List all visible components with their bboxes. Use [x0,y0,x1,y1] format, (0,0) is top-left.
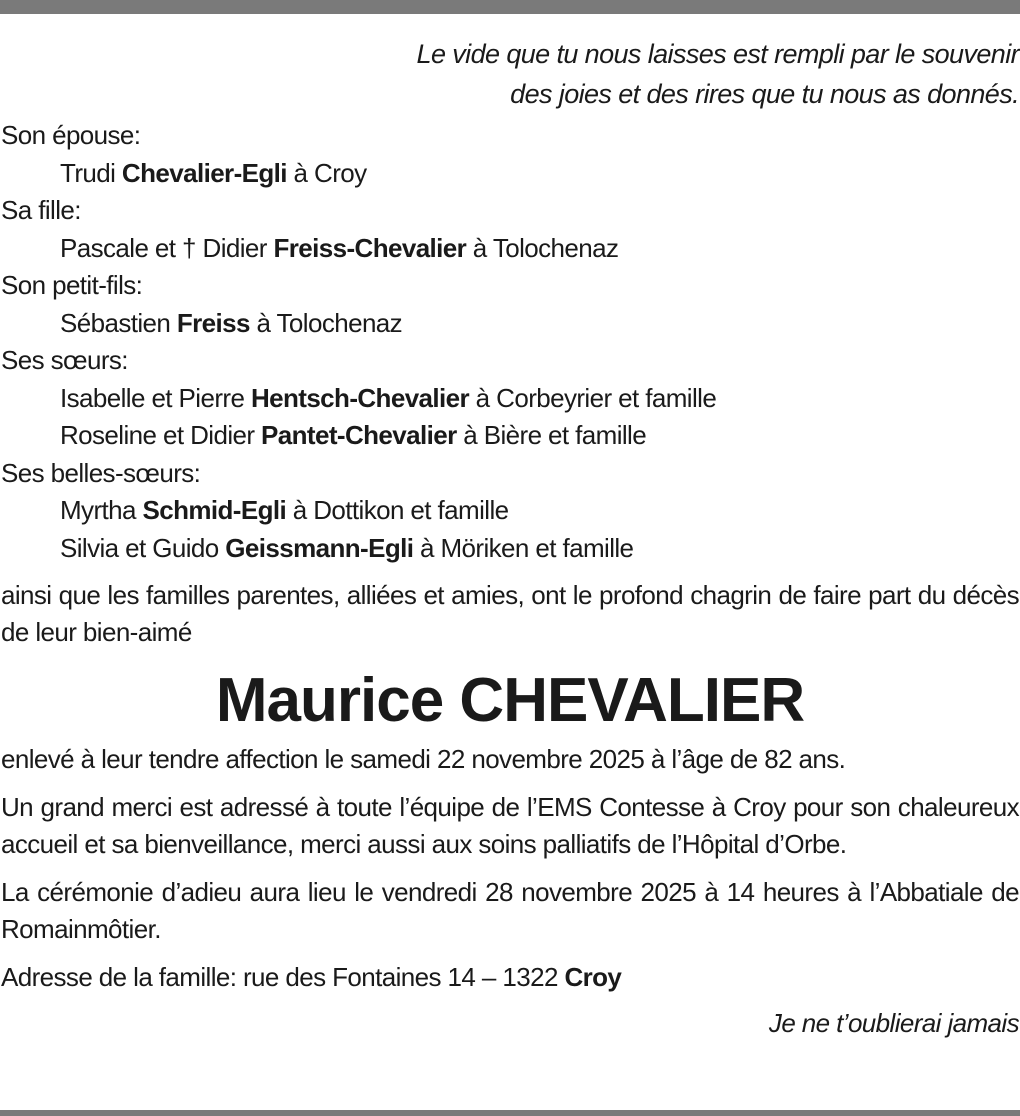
role-daughter: Sa fille: [1,195,81,225]
epigraph-line-1: Le vide que tu nous laisses est rempli par le souvenir [416,39,1019,69]
epigraph [1,34,1019,114]
role-sisters-in-law: Ses belles-sœurs: [1,457,201,488]
thanks-paragraph: Un grand merci est adressé à toute l’équipe de l’EMS Contesse à Croy pour son chaleureux accueil et sa bienveillance, merci aussi aux soins palliatifs de l’Hôpital d’Orbe. [1,792,1019,859]
bottom-rule [0,1110,1020,1116]
closing-line: Je ne t’oublierai jamais [768,1008,1019,1038]
intro-paragraph: ainsi que les familles parentes, alliées et amies, ont le profond chagrin de faire part du décès de leur bien-aimé [1,580,1019,647]
epigraph-line-2: des joies et des rires que tu nous as donnés. [510,79,1019,109]
death-notice: enlevé à leur tendre affection le samedi 22 novembre 2025 à l’âge de 82 ans. [1,744,846,774]
member-grandson: Sébastien Freiss à Tolochenaz [60,307,403,338]
role-sisters: Ses sœurs: [1,345,128,375]
member-sister-in-law-1: Myrtha Schmid-Egli à Dottikon et famille [60,495,509,525]
ceremony-paragraph: La cérémonie d’adieu aura lieu le vendredi 28 novembre 2025 à 14 heures à l’Abbatiale de Romainmôtier. [1,877,1019,944]
member-sister-2: Roseline et Didier Pantet-Chevalier à Bière et famille [60,420,647,450]
role-grandson: Son petit-fils: [1,270,143,300]
member-sister-in-law-2: Silvia et Guido Geissmann-Egli à Möriken et famille [60,532,634,563]
deceased-name: Maurice CHEVALIER [215,666,805,735]
top-rule [0,0,1020,14]
member-spouse: Trudi Chevalier-Egli à Croy [60,157,367,188]
member-daughter: Pascale et † Didier Freiss-Chevalier à Tolochenaz [60,232,619,263]
family-address: Adresse de la famille: rue des Fontaines 14 – 1322 Croy [1,962,622,992]
family-list [1,117,1019,567]
role-spouse: Son épouse: [1,120,141,150]
member-sister-1: Isabelle et Pierre Hentsch-Chevalier à Corbeyrier et famille [60,382,717,413]
obituary-notice [1,34,1019,1044]
